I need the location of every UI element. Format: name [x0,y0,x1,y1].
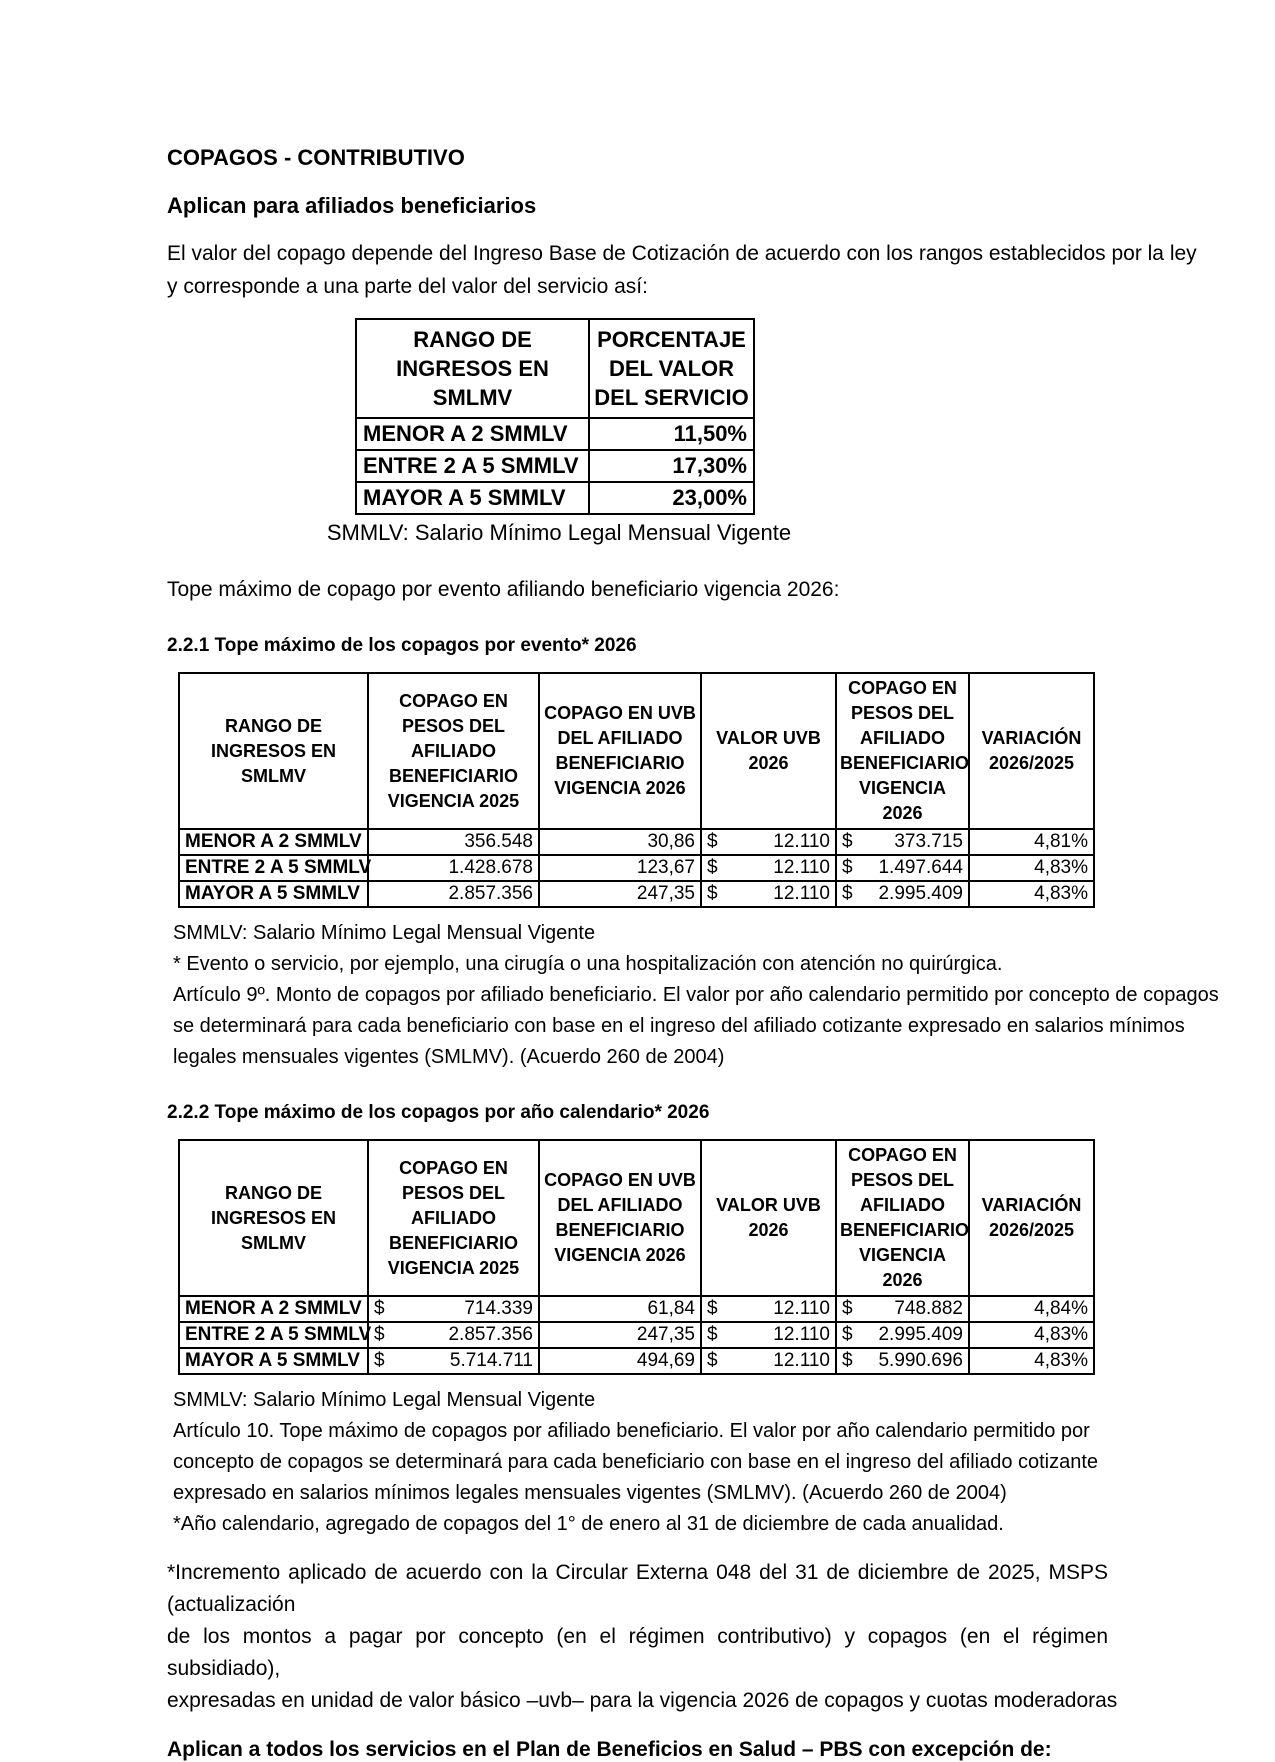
currency-symbol: $ [842,883,853,904]
currency-symbol: $ [707,1324,718,1345]
table-row [179,1322,1094,1348]
cell-pesos-2025: 1.428.678 [368,855,539,881]
header-uvb-2026: COPAGO EN UVB DEL AFILIADO BENEFICIARIO VIGENCIA 2026 [539,1140,701,1296]
closing-line: *Incremento aplicado de acuerdo con la Circular Externa 048 del 31 de diciembre de 2025, MSPS (actualización [167,1561,1108,1616]
note-line: *Año calendario, agregado de copagos del 1° de enero al 31 de diciembre de cada anualidad. [173,1513,1004,1535]
cell-uvb-2026: 123,67 [539,855,701,881]
rates-table [355,318,755,515]
intro-line: y corresponde a una parte del valor del servicio así: [167,275,648,298]
intro-line: El valor del copago depende del Ingreso Base de Cotización de acuerdo con los rangos establecidos por la ley [167,242,1197,265]
currency-symbol: $ [842,1324,853,1345]
cell-valor-uvb: $ 12.110 [701,855,836,881]
header-range: RANGO DE INGRESOS EN SMLMV [179,673,368,829]
cell-pesos-2025: 2.857.356 [368,881,539,907]
table-row [179,855,1094,881]
note-line: SMMLV: Salario Mínimo Legal Mensual Vigente [173,922,596,944]
cell-valor-uvb: $ 12.110 [701,1322,836,1348]
table-row [179,1348,1094,1374]
intro-paragraph [167,237,1197,303]
rates-header-pct: PORCENTAJE DEL VALOR DEL SERVICIO [589,319,754,418]
table-row [179,1296,1094,1322]
cell-pesos-2026: $ 2.995.409 [836,1322,969,1348]
currency-symbol: $ [842,1298,853,1319]
cell-valor-uvb: $ 12.110 [701,1296,836,1322]
table-header-row [179,1140,1094,1296]
cell-uvb-2026: 494,69 [539,1348,701,1374]
header-pesos-2025: COPAGO EN PESOS DEL AFILIADO BENEFICIARIO VIGENCIA 2025 [368,1140,539,1296]
cell-pesos-2026: $ 373.715 [836,829,969,855]
rates-header-range: RANGO DE INGRESOS EN SMLMV [356,319,589,418]
cell-pesos-2026: $ 5.990.696 [836,1348,969,1374]
currency-symbol: $ [707,831,718,852]
note-line: expresado en salarios mínimos legales mensuales vigentes (SMLMV). (Acuerdo 260 de 2004) [173,1482,1007,1504]
header-range: RANGO DE INGRESOS EN SMLMV [179,1140,368,1296]
event-table-notes [173,918,1219,1073]
page-subtitle: Aplican para afiliados beneficiarios [167,193,537,218]
cell-range: ENTRE 2 A 5 SMMLV [179,855,368,881]
header-pesos-2025: COPAGO EN PESOS DEL AFILIADO BENEFICIARIO VIGENCIA 2025 [368,673,539,829]
currency-symbol: $ [374,1350,385,1371]
increment-paragraph [167,1557,1118,1717]
cell-pesos-2026: $ 1.497.644 [836,855,969,881]
currency-symbol: $ [842,831,853,852]
note-line: Artículo 10. Tope máximo de copagos por afiliado beneficiario. El valor por año calendario permitido por [173,1420,1090,1442]
cell-range: MAYOR A 5 SMMLV [356,482,589,514]
note-line: Artículo 9º. Monto de copagos por afiliado beneficiario. El valor por año calendario permitido por concepto de copagos [173,984,1219,1006]
cell-variacion: 4,83% [969,881,1094,907]
table-row [356,450,754,482]
header-variacion: VARIACIÓN 2026/2025 [969,1140,1094,1296]
final-bold-line: Aplican a todos los servicios en el Plan de Beneficios en Salud – PBS con excepción de: [167,1738,1052,1761]
cell-variacion: 4,83% [969,1348,1094,1374]
cell-pct: 17,30% [589,450,754,482]
table-header-row [179,673,1094,829]
currency-symbol: $ [707,883,718,904]
event-table [178,672,1095,908]
cell-valor-uvb: $ 12.110 [701,881,836,907]
note-line: legales mensuales vigentes (SMLMV). (Acuerdo 260 de 2004) [173,1046,725,1068]
cell-range: MENOR A 2 SMMLV [179,829,368,855]
header-pesos-2026: COPAGO EN PESOS DEL AFILIADO BENEFICIARIO VIGENCIA 2026 [836,1140,969,1296]
cell-variacion: 4,83% [969,855,1094,881]
currency-symbol: $ [842,857,853,878]
header-pesos-2026: COPAGO EN PESOS DEL AFILIADO BENEFICIARIO VIGENCIA 2026 [836,673,969,829]
cell-pesos-2025: $ 2.857.356 [368,1322,539,1348]
currency-symbol: $ [374,1324,385,1345]
cell-valor-uvb: $ 12.110 [701,1348,836,1374]
closing-line: de los montos a pagar por concepto (en el régimen contributivo) y copagos (en el régimen subsidiado), [167,1625,1108,1680]
cell-range: ENTRE 2 A 5 SMMLV [179,1322,368,1348]
cell-uvb-2026: 247,35 [539,881,701,907]
cell-pesos-2026: $ 748.882 [836,1296,969,1322]
cell-valor-uvb: $ 12.110 [701,829,836,855]
currency-symbol: $ [707,1298,718,1319]
closing-line: expresadas en unidad de valor básico –uvb– para la vigencia 2026 de copagos y cuotas moderadoras [167,1689,1118,1712]
table-header-row [356,319,754,418]
cell-pct: 11,50% [589,418,754,450]
cell-variacion: 4,81% [969,829,1094,855]
table-row [179,829,1094,855]
cell-uvb-2026: 61,84 [539,1296,701,1322]
header-valor-uvb: VALOR UVB 2026 [701,1140,836,1296]
cell-variacion: 4,83% [969,1322,1094,1348]
note-line: se determinará para cada beneficiario con base en el ingreso del afiliado cotizante expresado en salarios mínimos [173,1015,1185,1037]
cell-variacion: 4,84% [969,1296,1094,1322]
year-table [178,1139,1095,1375]
cell-uvb-2026: 30,86 [539,829,701,855]
currency-symbol: $ [842,1350,853,1371]
header-valor-uvb: VALOR UVB 2026 [701,673,836,829]
cell-range: MAYOR A 5 SMMLV [179,1348,368,1374]
section-heading-year: 2.2.2 Tope máximo de los copagos por año calendario* 2026 [167,1102,710,1123]
cell-pesos-2025: 356.548 [368,829,539,855]
cell-pesos-2026: $ 2.995.409 [836,881,969,907]
page-title: COPAGOS - CONTRIBUTIVO [167,145,465,170]
rates-footnote: SMMLV: Salario Mínimo Legal Mensual Vigente [326,520,792,545]
tope-line: Tope máximo de copago por evento afiliando beneficiario vigencia 2026: [167,578,840,601]
header-uvb-2026: COPAGO EN UVB DEL AFILIADO BENEFICIARIO VIGENCIA 2026 [539,673,701,829]
cell-range: ENTRE 2 A 5 SMMLV [356,450,589,482]
currency-symbol: $ [707,857,718,878]
section-heading-event: 2.2.1 Tope máximo de los copagos por evento* 2026 [167,635,637,656]
note-line: concepto de copagos se determinará para cada beneficiario con base en el ingreso del afiliado cotizante [173,1451,1099,1473]
currency-symbol: $ [707,1350,718,1371]
table-row [356,418,754,450]
year-table-notes [173,1385,1108,1540]
cell-range: MENOR A 2 SMMLV [179,1296,368,1322]
note-line: * Evento o servicio, por ejemplo, una cirugía o una hospitalización con atención no quirúrgica. [173,953,1003,975]
table-row [356,482,754,514]
note-line: SMMLV: Salario Mínimo Legal Mensual Vigente [173,1389,596,1411]
header-variacion: VARIACIÓN 2026/2025 [969,673,1094,829]
cell-pesos-2025: $ 714.339 [368,1296,539,1322]
table-row [179,881,1094,907]
cell-pct: 23,00% [589,482,754,514]
cell-pesos-2025: $ 5.714.711 [368,1348,539,1374]
cell-uvb-2026: 247,35 [539,1322,701,1348]
cell-range: MENOR A 2 SMMLV [356,418,589,450]
currency-symbol: $ [374,1298,385,1319]
cell-range: MAYOR A 5 SMMLV [179,881,368,907]
